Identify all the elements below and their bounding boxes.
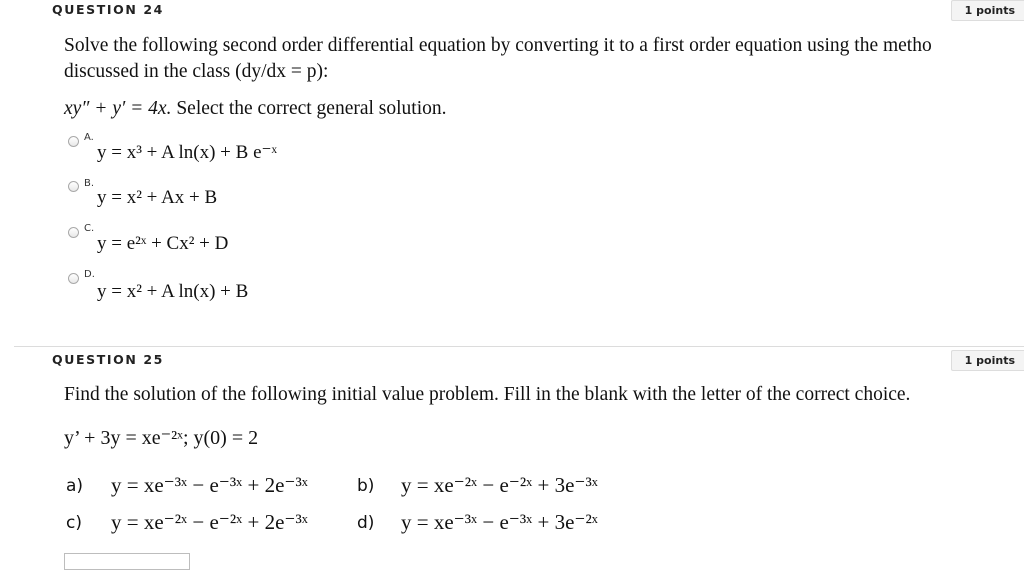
- option-formula-d: y = xe⁻³ˣ − e⁻³ˣ + 3e⁻²ˣ: [401, 510, 598, 534]
- question-text: Find the solution of the following initial value problem. Fill in the blank with the letter of the correct choice.: [64, 384, 911, 405]
- question-text-line-1: Solve the following second order differential equation by converting it to a first order equation using the metho: [64, 35, 932, 56]
- radio-choice-d[interactable]: [68, 273, 79, 284]
- prompt: Select the correct general solution.: [176, 98, 447, 119]
- points-badge: 1 points: [951, 350, 1024, 371]
- option-label-b: b): [357, 476, 375, 496]
- choice-formula-b: y = x² + Ax + B: [97, 187, 218, 208]
- option-formula-b: y = xe⁻²ˣ − e⁻²ˣ + 3e⁻³ˣ: [401, 473, 598, 497]
- radio-choice-c[interactable]: [68, 227, 79, 238]
- choice-letter-b: B.: [84, 178, 95, 189]
- question-text-line-2: discussed in the class (dy/dx = p):: [64, 61, 329, 82]
- question-25-header: [0, 350, 1024, 372]
- question-24-header: [0, 0, 1024, 22]
- question-title: QUESTION 24: [52, 2, 164, 17]
- points-badge: 1 points: [951, 0, 1024, 21]
- choice-formula-a: y = x³ + A ln(x) + B e⁻ˣ: [97, 142, 278, 163]
- equation: xy″ + y′ = 4x.: [64, 98, 172, 119]
- choice-letter-d: D.: [84, 269, 95, 280]
- choice-formula-d: y = x² + A ln(x) + B: [97, 281, 249, 302]
- option-formula-a: y = xe⁻³ˣ − e⁻³ˣ + 2e⁻³ˣ: [111, 473, 308, 497]
- question-title: QUESTION 25: [52, 352, 164, 367]
- radio-choice-b[interactable]: [68, 181, 79, 192]
- option-label-c: c): [66, 513, 82, 533]
- choice-letter-a: A.: [84, 132, 94, 143]
- choice-letter-c: C.: [84, 223, 95, 234]
- initial-value-problem: y’ + 3y = xe⁻²ˣ; y(0) = 2: [64, 427, 259, 449]
- choice-formula-c: y = e²ˣ + Cx² + D: [97, 233, 229, 254]
- radio-choice-a[interactable]: [68, 136, 79, 147]
- equation-line: [64, 96, 447, 122]
- option-formula-c: y = xe⁻²ˣ − e⁻²ˣ + 2e⁻³ˣ: [111, 510, 308, 534]
- question-divider: [14, 346, 1024, 347]
- answer-input[interactable]: [64, 553, 190, 570]
- option-label-a: a): [66, 476, 84, 496]
- option-label-d: d): [357, 513, 375, 533]
